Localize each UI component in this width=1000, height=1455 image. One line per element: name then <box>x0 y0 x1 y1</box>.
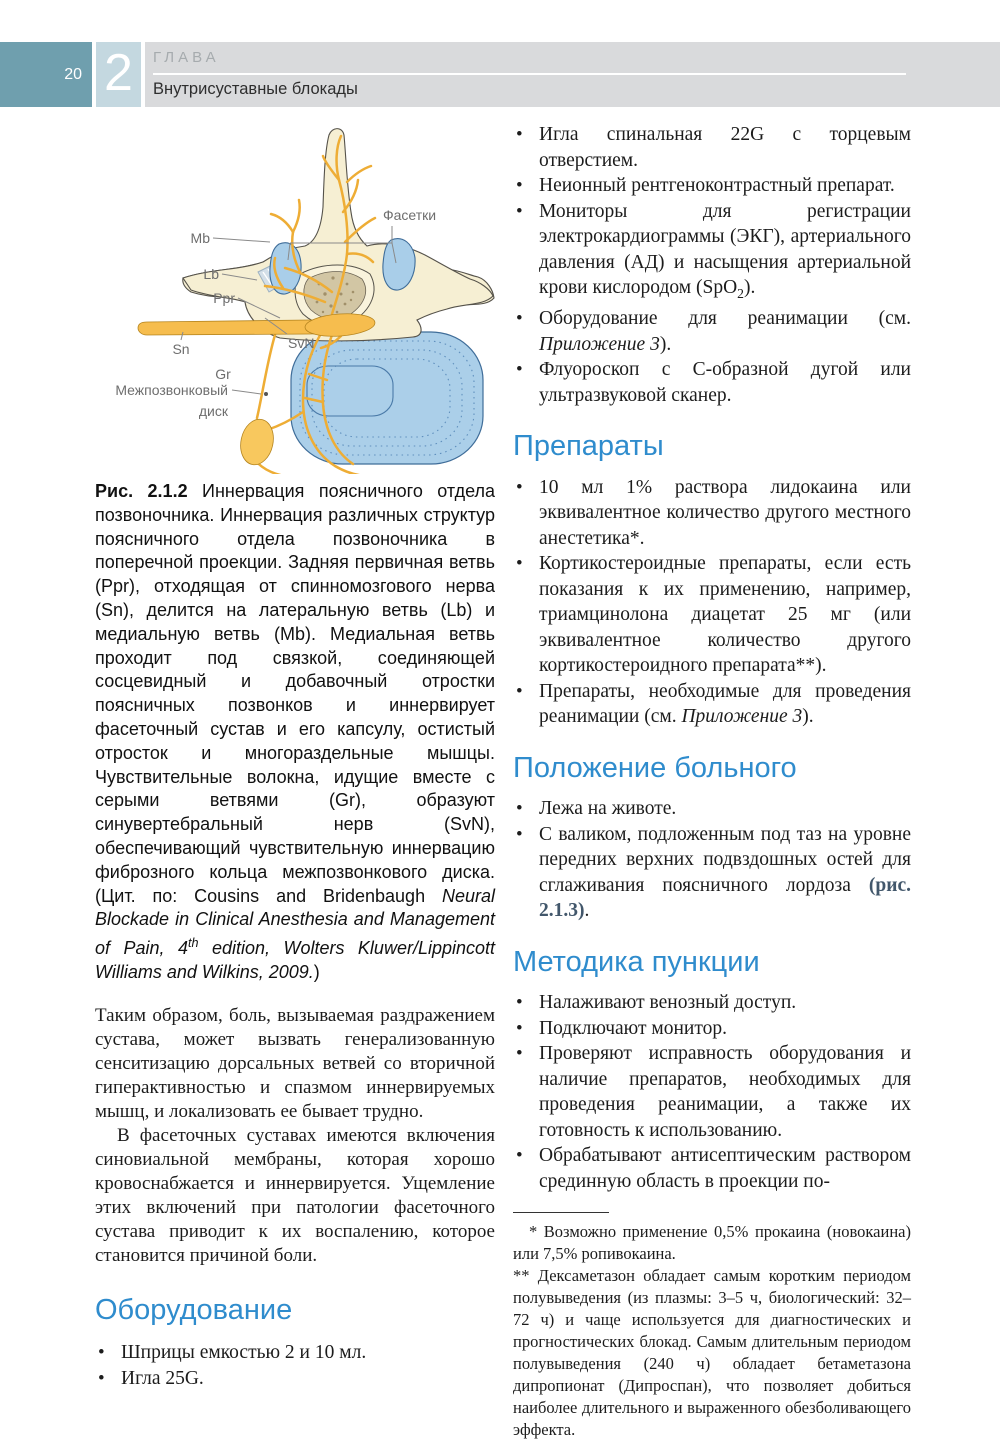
list-item: • Кортикостероидные препараты, если есть показания к их применению, например, триамцинолона диацетат 25 мг (или эквивалентное количество другого кортикостероидного препарата**). <box>513 551 911 679</box>
drugs-list <box>513 475 911 730</box>
figure-caption-label: Рис. 2.1.2 <box>95 481 188 501</box>
footnotes <box>513 1221 911 1441</box>
list-item: • Налаживают венозный доступ. <box>513 990 911 1016</box>
vertebra-bone <box>183 129 494 341</box>
figure-label-facets: Фасетки <box>383 207 437 223</box>
list-item: • Лежа на животе. <box>513 796 911 822</box>
technique-list <box>513 990 911 1194</box>
chapter-label: ГЛАВА <box>153 49 220 66</box>
figure-label-sn: Sn <box>172 341 190 357</box>
footnote-divider <box>513 1212 609 1213</box>
figure-caption-sup: th <box>187 936 199 951</box>
figure-2-1-2 <box>95 122 495 474</box>
list-item: • 10 мл 1% раствора лидокаина или эквивалентное количество другого местного анестетика*. <box>513 475 911 552</box>
list-item: • Препараты, необходимые для проведения реанимации (см. Приложение 3). <box>513 679 911 730</box>
disc-pointer-dot <box>264 392 268 396</box>
section-heading-position: Положение больного <box>513 751 797 784</box>
figure-caption-body: Иннервация поясничного отдела позвоночника. Иннервация различных структур поясничного отдела позвоночника в поперечной проекции. Задняя первичная ветвь (Ppr), отходящая от спинномозгового нерва (Sn), делится на латеральную ветвь (Lb) и медиальную ветвь (Mb). Медиальная ветвь проходит под связкой, соединяющей сосцевидный и добавочный отростки поясничных позвонков и иннервирует фасеточный сустав и его капсулу, остистый отросток и многораздельные мышцы. Чувствительные волокна, идущие вместе с серыми ветвями (Gr), образуют синувертебральный нерв (SvN), обеспечивающий чувствительную иннервацию фиброзного кольца межпозвонкового диска. (Цит. по: Cousins and Bridenbaugh <box>95 481 496 906</box>
body-text <box>95 1004 495 1268</box>
footnote: * Возможно применение 0,5% прокаина (новокаина) или 7,5% ропивокаина. <box>513 1222 911 1264</box>
figure-caption-source: Neural Blockade in Clinical Anesthesia and Management of Pain, 4 <box>95 885 495 959</box>
header-band <box>145 42 1000 107</box>
section-heading-technique: Методика пункции <box>513 945 760 978</box>
chapter-number: 2 <box>96 42 141 107</box>
figure-label-disc-line2: диск <box>198 403 228 419</box>
right-column <box>513 122 911 1441</box>
footnote: ** Дексаметазон обладает самым коротким периодом полувыведения (из плазмы: 3–5 ч, биологический: 32–72 ч) и чаще используется для диагностических и прогностических блокад. Самым длительным периодом полувыведения (240 ч) обладает бетаметазона дипропионат (Дипроспан), что позволяет добиться наиболее длительного и выраженного обезболивающего эффекта. <box>513 1266 911 1440</box>
figure-label-svn: SvN <box>288 335 315 351</box>
paragraph: В фасеточных суставах имеются включения синовиальной мембраны, которая хорошо кровоснабжается и иннервируется. Ущемление этих включений при патологии фасеточного сустава приводит к их воспалению, которое становится причиной боли. <box>95 1124 495 1266</box>
header-divider <box>153 73 906 75</box>
equipment-list-continued <box>513 122 911 408</box>
position-list <box>513 796 911 924</box>
list-item: • Неионный рентгеноконтрастный препарат. <box>513 173 911 199</box>
section-heading-equipment: Оборудование <box>95 1293 293 1326</box>
figure-label-lb: Lb <box>203 266 219 282</box>
left-column <box>95 122 495 1391</box>
list-item: • С валиком, подложенным под таз на уровне передних верхних подвздошных остей для сглаживания поясничного лордоза (рис. 2.1.3). <box>513 822 911 924</box>
list-item: • Игла 25G. <box>95 1366 495 1392</box>
figure-label-disc-line1: Межпозвонковый <box>115 382 228 398</box>
figure-reference: (рис. 2.1.3) <box>539 874 911 922</box>
list-item: • Мониторы для регистрации электрокардиограммы (ЭКГ), артериального давления (АД) и насыщения артериальной крови кислородом (SpO$_2$). <box>513 199 911 307</box>
list-item: • Проверяют исправность оборудования и наличие препаратов, необходимых для проведения реанимации, а также их готовность к использованию. <box>513 1041 911 1143</box>
list-item: • Флуороскоп с С-образной дугой или ультразвуковой сканер. <box>513 357 911 408</box>
figure-label-mb: Mb <box>190 230 210 246</box>
list-item: • Оборудование для реанимации (см. Приложение 3). <box>513 306 911 357</box>
vertebra-diagram <box>95 122 495 474</box>
list-item: • Шприцы емкостью 2 и 10 мл. <box>95 1340 495 1366</box>
spinal-nerve-trunk <box>138 320 327 335</box>
list-item: • Обрабатывают антисептическим раствором срединную область в проекции по- <box>513 1143 911 1194</box>
list-item: • Подключают монитор. <box>513 1016 911 1042</box>
figure-label-ppr: Ppr <box>213 290 235 306</box>
chapter-title: Внутрисуставные блокады <box>153 80 358 98</box>
intervertebral-disc <box>291 332 483 464</box>
page-header <box>0 42 1000 107</box>
equipment-list <box>95 1340 495 1391</box>
section-heading-drugs: Препараты <box>513 430 664 463</box>
figure-caption: Рис. 2.1.2 Иннервация поясничного отдела позвоночника. Иннервация различных структур поясничного отдела позвоночника в поперечной проекции. Задняя первичная ветвь (Ppr), отходящая от спинномозгового нерва (Sn), делится на латеральную ветвь (Lb) и медиальную ветвь (Mb). Медиальная ветвь проходит под связкой, соединяющей сосцевидный и добавочный отростки поясничных позвонков и иннервирует фасеточный сустав и его капсулу, остистый отросток и многораздельные мышцы. Чувствительные волокна, идущие вместе с серыми ветвями (Gr), образуют синувертебральный нерв (SvN), обеспечивающий чувствительную иннервацию фиброзного кольца межпозвонкового диска. (Цит. по: Cousins and Bridenbaugh Neural Blockade in Clinical Anesthesia and Management of Pain, 4th edition, Wolters Kluwer/Lippincott Williams and Wilkins, 2009.) <box>95 481 496 982</box>
paragraph: Таким образом, боль, вызываемая раздражением сустава, может вызвать генерализованную сенситизацию дорсальных ветвей со вторичной гиперактивностью и спазмом иннервируемых мышц, и локализовать ее бывает трудно. <box>95 1004 495 1122</box>
list-item: • Игла спинальная 22G с торцевым отверстием. <box>513 122 911 173</box>
figure-label-gr: Gr <box>215 366 231 382</box>
page-number: 20 <box>0 42 92 107</box>
ganglion <box>237 416 278 468</box>
